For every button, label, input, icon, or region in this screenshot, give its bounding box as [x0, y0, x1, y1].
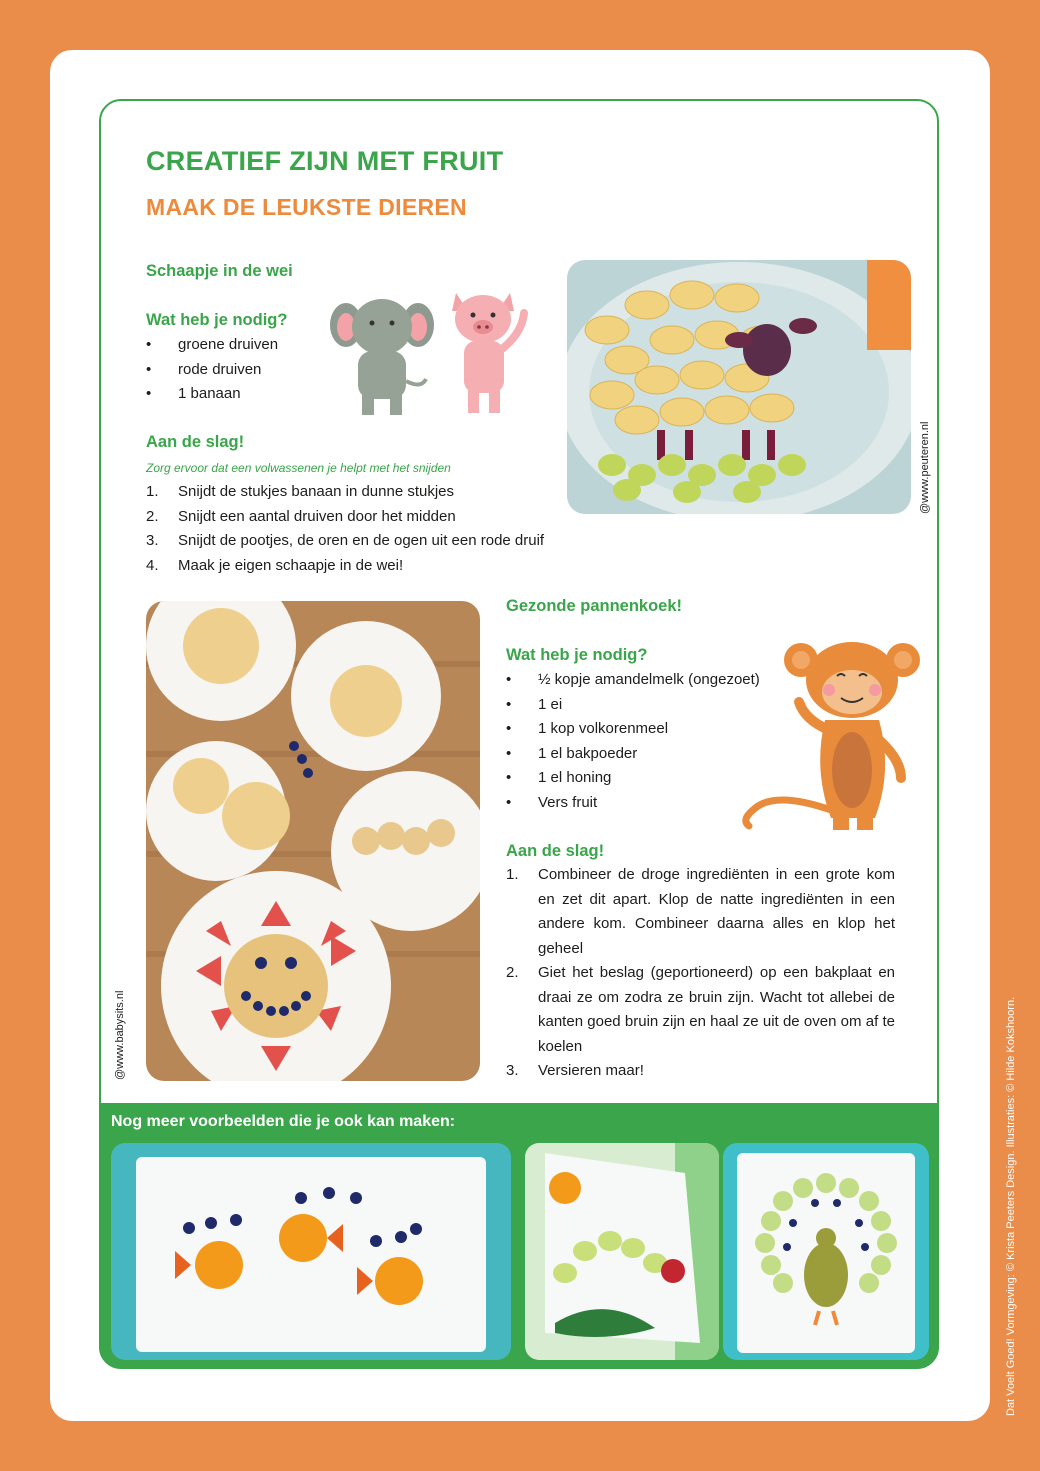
design-credit: Dat Voelt Goed! Vormgeving: © Krista Peeters Design. Illustraties: © Hilde Kokshoorn. [1005, 996, 1017, 1416]
page-title: CREATIEF ZIJN MET FRUIT [146, 146, 504, 176]
pancake-photo-credit: @www.babysits.nl [114, 990, 126, 1080]
monkey-icon [733, 640, 923, 835]
recipe2-steps-heading: Aan de slag! [506, 842, 605, 860]
recipe1-needs-heading: Wat heb je nodig? [146, 311, 288, 329]
elephant-icon [330, 299, 434, 415]
list-item: • 1 el bakpoeder [506, 742, 760, 767]
fish-example-photo [111, 1143, 511, 1360]
elephant-and-pig-illustration [326, 285, 536, 420]
caterpillar-example-photo [525, 1143, 719, 1360]
recipe1-title: Schaapje in de wei [146, 262, 293, 280]
recipe1-steps-heading: Aan de slag! [146, 433, 245, 451]
recipe1-ingredient-list [146, 333, 278, 407]
list-item: 2. Giet het beslag (geportioneerd) op een bakplaat en draai ze om zodra ze bruin zijn. Wacht tot allebei de kanten goed bruin zijn en haal ze uit de oven om af te koelen [506, 964, 895, 1055]
recipe2-ingredient-list [506, 668, 760, 815]
peacock-example-photo [723, 1143, 929, 1360]
list-item: • 1 banaan [146, 382, 278, 407]
sheep-photo-credit: @www.peuteren.nl [919, 421, 931, 514]
list-item: 2. Snijdt een aantal druiven door het midden [146, 507, 456, 525]
pancake-photo [146, 601, 480, 1081]
list-item: 3. Snijdt de pootjes, de oren en de ogen uit een rode druif [146, 532, 545, 549]
recipe2-step-list [506, 863, 895, 1084]
list-item: • Vers fruit [506, 791, 760, 816]
list-item: • rode druiven [146, 358, 278, 383]
list-item: 4. Maak je eigen schaapje in de wei! [146, 556, 404, 574]
recipe2-title: Gezonde pannenkoek! [506, 597, 683, 615]
recipe1-step-list [146, 480, 586, 578]
pig-icon [452, 293, 524, 413]
more-examples-heading: Nog meer voorbeelden die je ook kan maken: [111, 1113, 456, 1130]
list-item: • ½ kopje amandelmelk (ongezoet) [506, 668, 760, 693]
list-item: 3. Versieren maar! [506, 1062, 644, 1079]
list-item: • 1 kop volkorenmeel [506, 717, 760, 742]
list-item: • groene druiven [146, 333, 278, 358]
list-item: 1. Combineer de droge ingrediënten in een grote kom en zet dit apart. Klop de natte ingrediënten in een andere kom. Combineer daarna alles en klop het geheel [506, 866, 895, 957]
list-item: • 1 ei [506, 693, 760, 718]
sheep-photo [567, 260, 911, 514]
list-item: 1. Snijdt de stukjes banaan in dunne stukjes [146, 483, 455, 500]
page-subtitle: MAAK DE LEUKSTE DIEREN [146, 194, 467, 220]
recipe2-needs-heading: Wat heb je nodig? [506, 646, 648, 664]
recipe1-safety-note: Zorg ervoor dat een volwassenen je helpt met het snijden [146, 461, 451, 475]
list-item: • 1 el honing [506, 766, 760, 791]
